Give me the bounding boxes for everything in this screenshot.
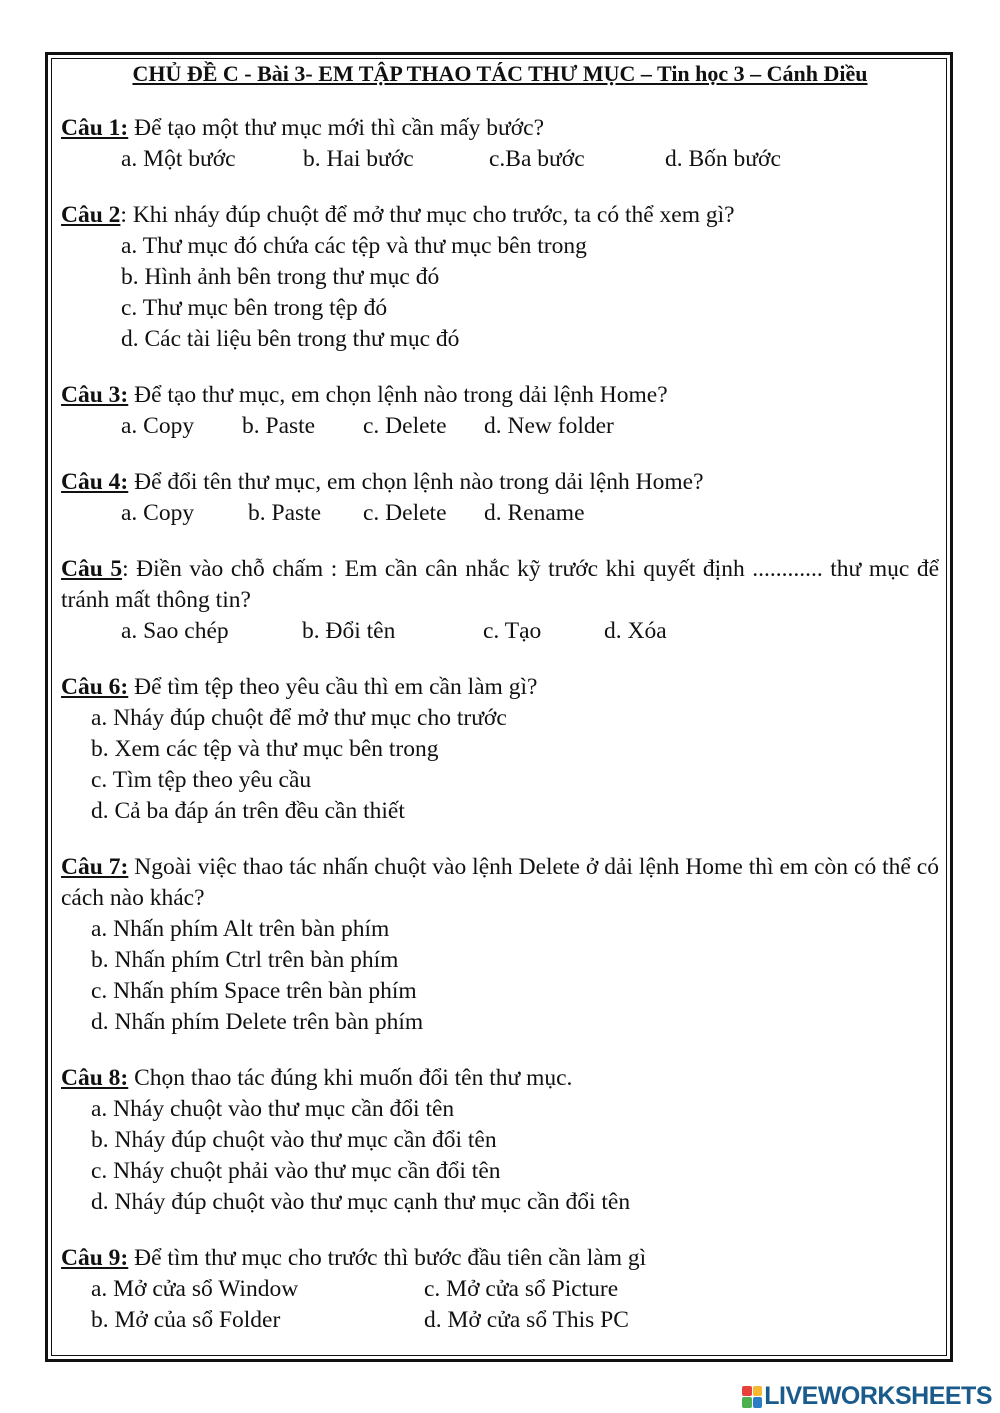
option-d[interactable]: d. Nháy đúp chuột vào thư mục cạnh thư mục cần đổi tên bbox=[91, 1189, 631, 1215]
option-b[interactable]: b. Hình ảnh bên trong thư mục đó bbox=[121, 264, 440, 290]
question-body: Chọn thao tác đúng khi muốn đổi tên thư mục. bbox=[128, 1065, 573, 1091]
question-label: Câu 2 bbox=[61, 202, 121, 228]
question-body: : Khi nháy đúp chuột để mở thư mục cho trước, ta có thể xem gì? bbox=[120, 202, 735, 228]
option-d[interactable]: d. Rename bbox=[484, 500, 585, 526]
option-a[interactable]: a. Nhấn phím Alt trên bàn phím bbox=[91, 916, 390, 942]
question-text bbox=[61, 852, 939, 914]
option-a[interactable]: a. Copy bbox=[121, 413, 195, 439]
option-c[interactable]: c. Nháy chuột phải vào thư mục cần đổi tên bbox=[91, 1158, 501, 1184]
option-c[interactable]: c. Delete bbox=[363, 413, 447, 439]
question-4 bbox=[61, 467, 939, 529]
option-b[interactable]: b. Đổi tên bbox=[302, 618, 396, 644]
option-a[interactable]: a. Mở cửa sổ Window bbox=[91, 1276, 299, 1302]
question-text bbox=[61, 467, 939, 498]
options bbox=[61, 144, 939, 175]
option-d[interactable]: d. Nhấn phím Delete trên bàn phím bbox=[91, 1009, 424, 1035]
option-c[interactable]: c. Mở cửa sổ Picture bbox=[424, 1276, 619, 1302]
option-b[interactable]: b. Paste bbox=[242, 413, 316, 439]
options bbox=[61, 231, 939, 355]
options bbox=[61, 411, 939, 442]
options bbox=[61, 914, 939, 1038]
question-text bbox=[61, 672, 939, 703]
option-c[interactable]: c. Tìm tệp theo yêu cầu bbox=[91, 767, 312, 793]
option-a[interactable]: a. Sao chép bbox=[121, 618, 229, 644]
option-c[interactable]: c. Tạo bbox=[483, 618, 542, 644]
option-a[interactable]: a. Một bước bbox=[121, 146, 236, 172]
question-label: Câu 9: bbox=[61, 1245, 129, 1271]
option-d[interactable]: d. Bốn bước bbox=[665, 146, 781, 172]
option-d[interactable]: d. Cả ba đáp án trên đều cần thiết bbox=[91, 798, 405, 824]
option-a[interactable]: a. Nháy chuột vào thư mục cần đổi tên bbox=[91, 1096, 455, 1122]
options bbox=[61, 703, 939, 827]
logo-square-blue bbox=[753, 1397, 763, 1408]
logo-square-green bbox=[742, 1397, 752, 1408]
option-c[interactable]: c. Nhấn phím Space trên bàn phím bbox=[91, 978, 417, 1004]
question-9 bbox=[61, 1243, 939, 1336]
question-body: Ngoài việc thao tác nhấn chuột vào lệnh Delete ở dải lệnh Home thì em còn có thể có cách nào khác? bbox=[61, 854, 939, 911]
option-d[interactable]: d. Mở cửa sổ This PC bbox=[424, 1307, 629, 1333]
question-5 bbox=[61, 554, 939, 647]
worksheet-title: CHỦ ĐỀ C - Bài 3- EM TẬP THAO TÁC THƯ MỤC – Tin học 3 – Cánh Diều bbox=[132, 61, 868, 86]
question-text bbox=[61, 113, 939, 144]
option-b[interactable]: b. Xem các tệp và thư mục bên trong bbox=[91, 736, 439, 762]
question-label: Câu 8: bbox=[61, 1065, 129, 1091]
question-body: Để tạo một thư mục mới thì cần mấy bước? bbox=[128, 115, 545, 141]
question-3 bbox=[61, 380, 939, 442]
option-b[interactable]: b. Hai bước bbox=[303, 146, 414, 172]
option-b[interactable]: b. Nhấn phím Ctrl trên bàn phím bbox=[91, 947, 399, 973]
question-label: Câu 4: bbox=[61, 469, 129, 495]
question-body: Để tìm tệp theo yêu cầu thì em cần làm gì? bbox=[128, 674, 538, 700]
option-a[interactable]: a. Copy bbox=[121, 500, 195, 526]
question-2 bbox=[61, 200, 939, 355]
question-body: Để tìm thư mục cho trước thì bước đầu tiên cần làm gì bbox=[128, 1245, 647, 1271]
option-b[interactable]: b. Paste bbox=[248, 500, 322, 526]
options bbox=[61, 616, 939, 647]
options bbox=[61, 1094, 939, 1218]
worksheet-content bbox=[61, 58, 939, 1361]
option-a[interactable]: a. Thư mục đó chứa các tệp và thư mục bên trong bbox=[121, 233, 587, 259]
question-text bbox=[61, 380, 939, 411]
question-text bbox=[61, 554, 939, 616]
question-1 bbox=[61, 113, 939, 175]
liveworksheets-logo bbox=[742, 1382, 992, 1411]
option-b[interactable]: b. Nháy đúp chuột vào thư mục cần đổi tên bbox=[91, 1127, 497, 1153]
question-label: Câu 6: bbox=[61, 674, 129, 700]
question-body: Để tạo thư mục, em chọn lệnh nào trong dải lệnh Home? bbox=[128, 382, 668, 408]
question-text bbox=[61, 1243, 939, 1274]
option-c[interactable]: c. Delete bbox=[363, 500, 447, 526]
option-a[interactable]: a. Nháy đúp chuột để mở thư mục cho trước bbox=[91, 705, 507, 731]
options bbox=[61, 498, 939, 529]
question-label: Câu 7: bbox=[61, 854, 129, 880]
liveworksheets-logo-icon bbox=[742, 1386, 762, 1408]
option-d[interactable]: d. Các tài liệu bên trong thư mục đó bbox=[121, 326, 460, 352]
question-6 bbox=[61, 672, 939, 827]
option-c[interactable]: c. Thư mục bên trong tệp đó bbox=[121, 295, 388, 321]
option-d[interactable]: d. New folder bbox=[484, 413, 614, 439]
liveworksheets-logo-text: LIVEWORKSHEETS bbox=[764, 1382, 992, 1410]
question-8 bbox=[61, 1063, 939, 1218]
logo-square-red bbox=[742, 1386, 752, 1397]
question-body: : Điền vào chỗ chấm : Em cần cân nhắc kỹ trước khi quyết định ............ thư mục để tránh mất thông tin? bbox=[61, 556, 939, 613]
question-7 bbox=[61, 852, 939, 1038]
question-label: Câu 3: bbox=[61, 382, 129, 408]
option-b[interactable]: b. Mở của sổ Folder bbox=[91, 1307, 281, 1333]
option-d[interactable]: d. Xóa bbox=[604, 618, 667, 644]
question-label: Câu 1: bbox=[61, 115, 129, 141]
logo-square-yellow bbox=[753, 1386, 763, 1397]
question-label: Câu 5 bbox=[61, 556, 123, 582]
options bbox=[61, 1274, 939, 1336]
question-text bbox=[61, 1063, 939, 1094]
question-body: Để đổi tên thư mục, em chọn lệnh nào trong dải lệnh Home? bbox=[128, 469, 704, 495]
option-c[interactable]: c.Ba bước bbox=[489, 146, 585, 172]
question-text bbox=[61, 200, 939, 231]
